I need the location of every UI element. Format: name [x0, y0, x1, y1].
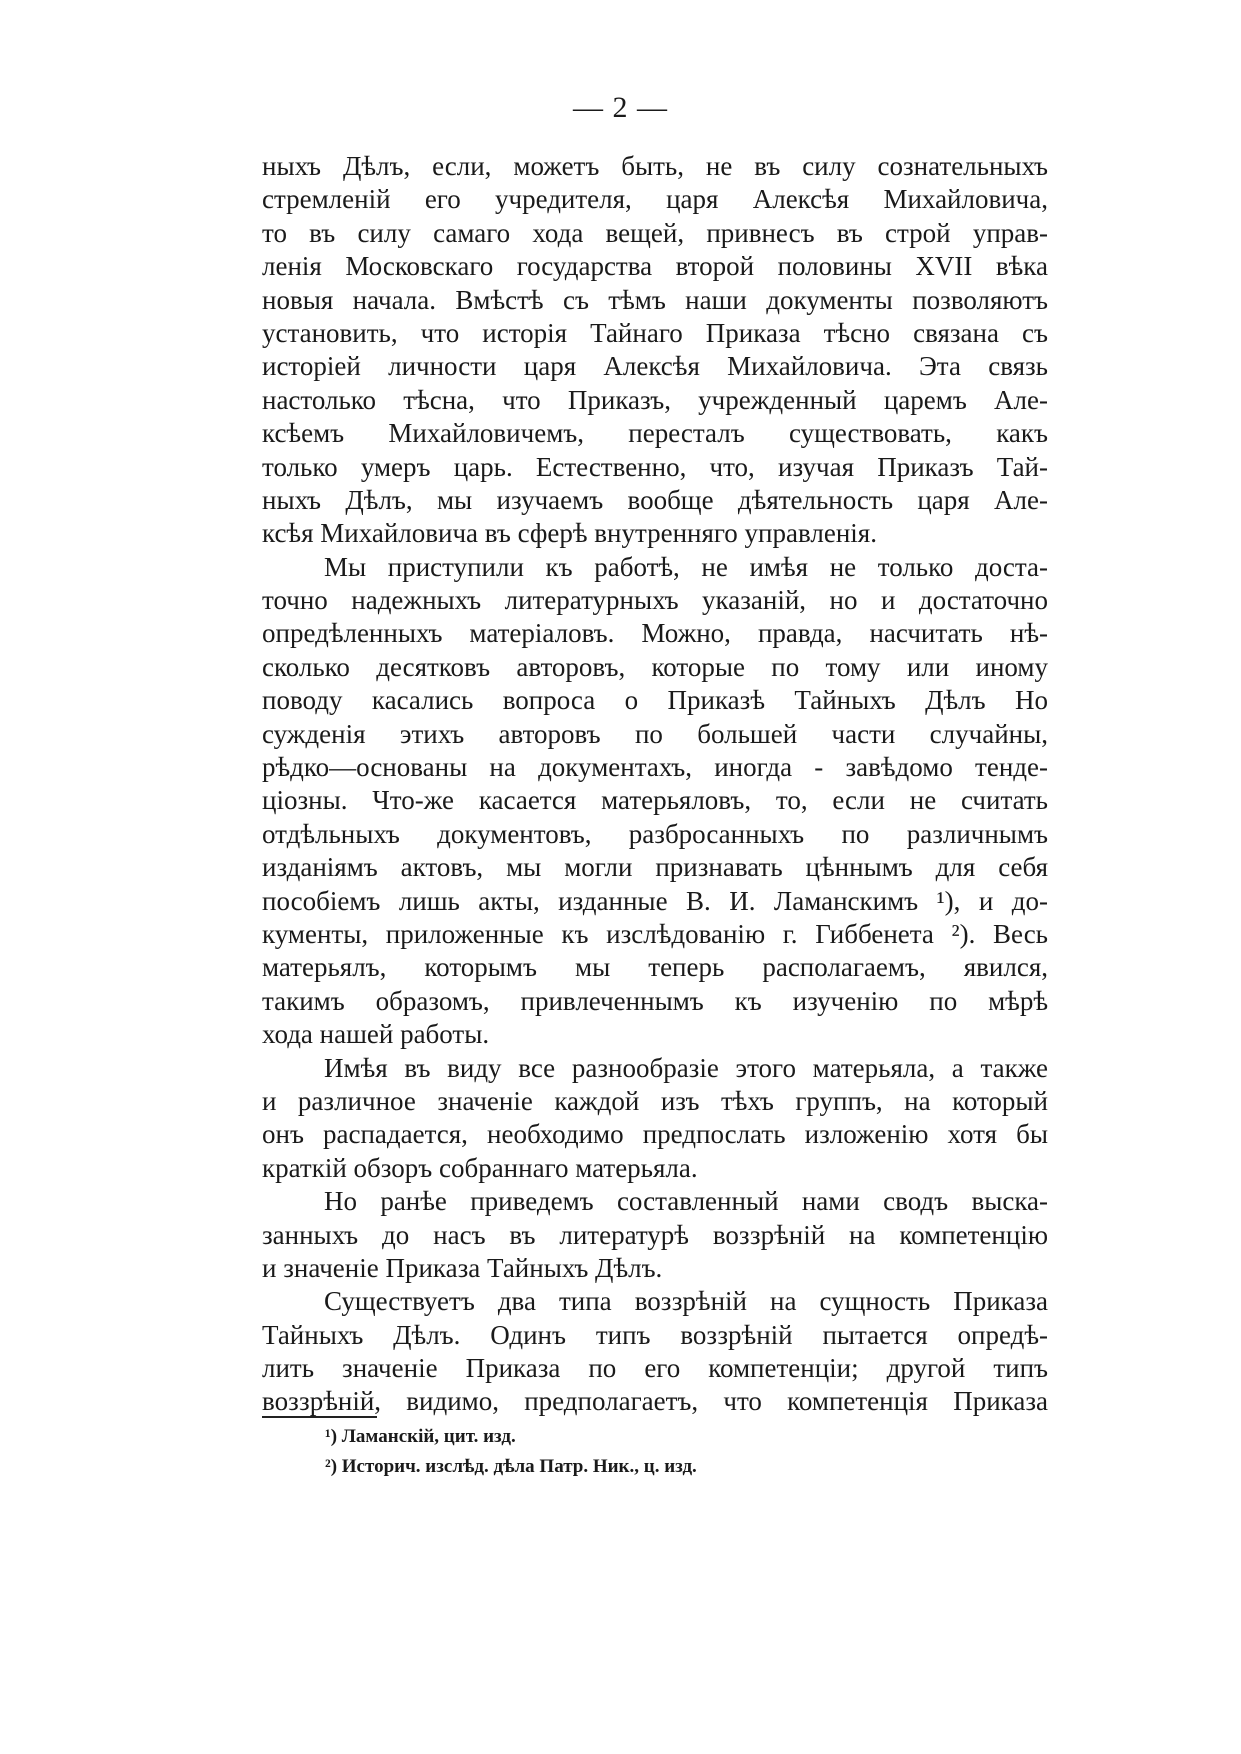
text-line: онъ распадается, необходимо предпослать изложенію хотя бы [262, 1119, 1048, 1150]
footnote-divider [262, 1416, 377, 1418]
paragraph-3 [262, 1052, 1048, 1186]
text-line: опредѣленныхъ матеріаловъ. Можно, правда, насчитать нѣ- [262, 618, 1048, 649]
text-line: отдѣльныхъ документовъ, разбросанныхъ по различнымъ [262, 818, 1048, 849]
text-line: ныхъ Дѣлъ, если, можетъ быть, не въ силу сознательныхъ [262, 151, 1048, 181]
text-line: ныхъ Дѣлъ, мы изучаемъ вообще дѣятельность царя Але- [262, 484, 1048, 515]
text-line: настолько тѣсна, что Приказъ, учрежденный царемъ Але- [262, 384, 1048, 415]
page-number: — 2 — [573, 91, 668, 124]
text-line: только умеръ царь. Естественно, что, изучая Приказъ Тай- [262, 451, 1048, 482]
text-line: ленія Московскаго государства второй половины XVII вѣка [262, 251, 1048, 282]
paragraph-1 [262, 150, 1048, 551]
text-line: такимъ образомъ, привлеченнымъ къ изученію по мѣрѣ [262, 985, 1048, 1016]
text-line: ціозны. Что-же касается матерьяловъ, то, если не считать [262, 785, 1048, 816]
text-line: матерьялъ, которымъ мы теперь располагаемъ, явился, [262, 952, 1048, 983]
text-line: и различное значеніе каждой изъ тѣхъ группъ, на который [262, 1085, 1048, 1116]
text-line: Тайныхъ Дѣлъ. Одинъ типъ воззрѣній пытается опредѣ- [262, 1319, 1048, 1350]
text-line: пособіемъ лишь акты, изданные В. И. Ламанскимъ ¹), и до- [262, 885, 1048, 916]
text-line: Но ранѣе приведемъ составленный нами сводъ выска- [324, 1186, 1048, 1217]
text-line: и значеніе Приказа Тайныхъ Дѣлъ. [262, 1252, 663, 1283]
text-line: поводу касались вопроса о Приказѣ Тайныхъ Дѣлъ Но [262, 685, 1048, 716]
footnote-2: ²) Историч. изслѣд. дѣла Патр. Ник., ц. изд. [325, 1456, 697, 1477]
paragraph-5 [262, 1285, 1048, 1419]
text-line: рѣдко—основаны на документахъ, иногда - завѣдомо тенде- [262, 752, 1048, 783]
text-line: занныхъ до насъ въ литературѣ воззрѣній на компетенцію [262, 1219, 1048, 1250]
text-line: изданіямъ актовъ, мы могли признавать цѣннымъ для себя [262, 852, 1048, 883]
text-line: воззрѣній, видимо, предполагаетъ, что компетенція Приказа [262, 1386, 1048, 1417]
text-line: ксѣемъ Михайловичемъ, пересталъ существовать, какъ [262, 418, 1048, 449]
paragraph-2 [262, 551, 1048, 1052]
text-line: лить значеніе Приказа по его компетенціи; другой типъ [262, 1353, 1048, 1384]
text-line: Существуетъ два типа воззрѣній на сущность Приказа [324, 1286, 1048, 1317]
text-line: новыя начала. Вмѣстѣ съ тѣмъ наши документы позволяютъ [262, 284, 1048, 315]
text-line: хода нашей работы. [262, 1019, 490, 1050]
text-line: сужденія этихъ авторовъ по большей части случайны, [262, 718, 1048, 749]
text-line: краткій обзоръ собраннаго матерьяла. [262, 1152, 698, 1183]
text-line: исторіей личности царя Алексѣя Михайловича. Эта связь [262, 351, 1048, 382]
text-line: ксѣя Михайловича въ сферѣ внутренняго управленія. [262, 518, 877, 549]
text-line: точно надежныхъ литературныхъ указаній, но и достаточно [262, 585, 1048, 616]
text-line: Мы приступили къ работѣ, не имѣя не только доста- [324, 551, 1048, 582]
text-line: то въ силу самаго хода вещей, привнесъ въ строй управ- [262, 217, 1048, 248]
footnotes [325, 1422, 925, 1482]
text-line: Имѣя въ виду все разнообразіе этого матерьяла, а также [324, 1052, 1048, 1083]
text-line: установить, что исторія Тайнаго Приказа тѣсно связана съ [262, 317, 1048, 348]
text-line: кументы, приложенные къ изслѣдованію г. Гиббенета ²). Весь [262, 918, 1048, 949]
text-line: сколько десятковъ авторовъ, которые по тому или иному [262, 651, 1048, 682]
paragraph-4 [262, 1185, 1048, 1285]
text-line: стремленій его учредителя, царя Алексѣя Михайловича, [262, 184, 1048, 215]
footnote-1: ¹) Ламанскій, цит. изд. [325, 1426, 516, 1447]
body-text [262, 150, 1048, 1419]
